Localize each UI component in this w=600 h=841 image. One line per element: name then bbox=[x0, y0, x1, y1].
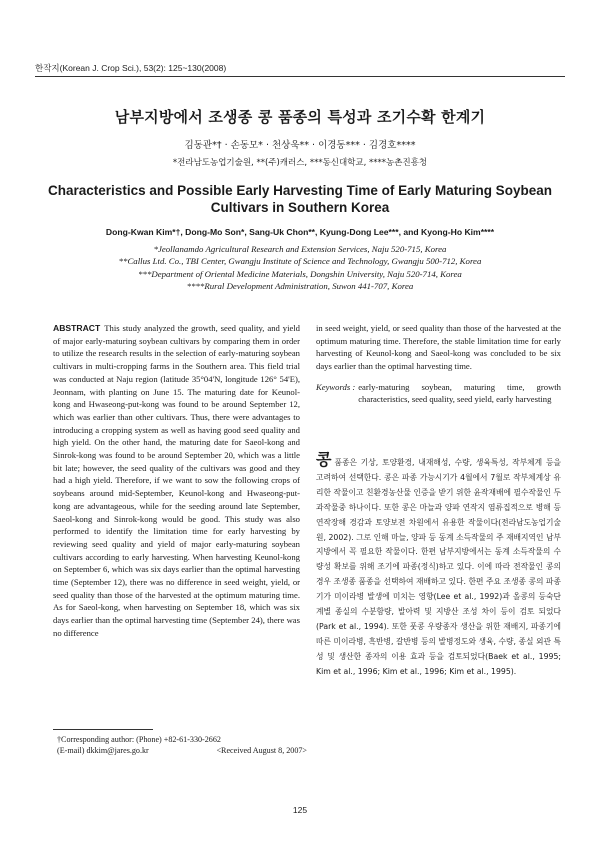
affiliation-line: *Jeollanamdo Agricultural Research and Extension Services, Naju 520-715, Korea bbox=[153, 244, 447, 254]
corresponding-author: †Corresponding author: (Phone) +82-61-330-2662 bbox=[57, 735, 221, 744]
abstract-continuation: in seed weight, yield, or seed quality than those of the harvested at the optimum maturing time. Therefore, the stable limitation time for early harvesting of Keunol-kong and Saeol-kong was concluded to be six days earlier than the optimal harvesting time. bbox=[316, 323, 561, 372]
received-date: <Received August 8, 2007> bbox=[216, 746, 307, 756]
drop-cap: 콩 bbox=[316, 450, 332, 469]
affiliation-line: ***Department of Oriental Medicine Materials, Dongshin University, Naju 520-714, Korea bbox=[138, 268, 462, 279]
affiliation-line: ****Rural Development Administration, Suwon 441-707, Korea bbox=[186, 280, 414, 291]
footnote-row bbox=[57, 745, 307, 756]
abstract-text: This study analyzed the growth, seed quality, and yield of major early-maturing soybean cultivars by comparing them in order to utilize the research results in the selection of early-maturing soybean cultivars in multi-cropping farms in the Southern area. This field trial was conducted at Naju region (latitude 35°04'N, longitude 126° 54'E), Jeonnam, with planting on June 15. The maturing date for Keunol-kong and Hwaseong-put-kong was found to be around September 12, which was earlier than other cultivars. Thus, there were advantages to introducing a cropping system as well as having good seed quality and high yield. On the other hand, the maturing date for Saeol-kong and Sinrok-kong was found to be around September 20, which was a little bit late; however, the seed quality of the cultivars was good and they had a high yield. Therefore, if we want to sow the following crops of soybeans around mid-September, Keunol-kong and Hwaseong-put-kong are advantageous, while for the seeding around late September, Saeol-kong and Sinrok-kong would be good. This study was also performed to identify the limitation time for early harvesting by reviewing seed quality and yield of major early-maturing soybean cultivars according to early harvesting. When harvesting Keunol-kong on September 6, which was six days earlier than the optimal harvesting time (September 12), there was no difference in seed weight, yield, or seed quality than those of the harvested at the optimum maturing time. As for Saeol-kong, when harvesting on September 18, which was six days earlier than the optimal harvesting time (September 24), there was no difference bbox=[53, 323, 300, 638]
english-authors: Dong-Kwan Kim*†, Dong-Mo Son*, Sang-Uk Chon**, Kyung-Dong Lee***, and Kyong-Ho Kim**** bbox=[105, 227, 495, 237]
introduction-text: 품종은 기상, 토양환경, 내재해성, 수량, 생육특성, 작부체계 등을 고려하여 선택한다. 콩은 파종 가능시기가 4월에서 7월로 작부체계상 유리한 작물이고 친환경농산물 인증을 받기 위한 윤작재배에 필수작물인 두과작물중 하나이다. 또한 콩은 마늘과 양파 연작지 염류집적으로 병해 등 연작장해 경감과 토양보전 차원에서 유용한 작물이다(전라남도농업기술원, 2002). 그로 인해 마늘, 양파 등 동계 소득작물의 주 재배지역인 남부지방에서 꼭 필요한 작물이다. 한편 남부지방에서는 동계 소득작물의 수량성 확보를 위해 조기에 파종(정식)하고 있다. 이에 따라 전작물인 콩의 경우 조생종 품종을 선택하여 재배하고 있다. 한편 주요 조생종 콩의 파종기가 미이라병 발생에 미치는 영향(Lee et al., 1992)과 올콩의 등숙단계별 종실의 수분함량, 발아력 및 지방산 조성 차이 등이 검토 되었다(Park et al., 1994). 또한 풋콩 우량종자 생산을 위한 재배지, 파종기에 따른 미이라병, 흑반병, 갈반병 등의 발병정도와 생육, 수량, 종실 외관 특성 및 생산한 종자의 이용 효과 등을 검토되었다(Baek et al., 1995; Kim et al., 1996; Kim et al., 1996; Kim et al., 1995). bbox=[316, 458, 561, 676]
english-title: Characteristics and Possible Early Harvesting Time of Early Maturing Soybean Cultivars in Southern Korea bbox=[48, 183, 552, 215]
page-number: 125 bbox=[292, 805, 308, 815]
email-text: (E-mail) dkkim@jares.go.kr bbox=[57, 746, 149, 756]
journal-citation: 한작지(Korean J. Crop Sci.), 53(2): 125~130(2008) bbox=[35, 63, 227, 73]
footnote bbox=[57, 734, 307, 757]
keywords bbox=[316, 381, 561, 406]
abstract-column-left bbox=[53, 322, 300, 640]
english-affiliations bbox=[30, 243, 570, 292]
header-rule bbox=[35, 76, 565, 77]
korean-authors: 김동관*† · 손동모* · 천상욱** · 이경동*** · 김경호**** bbox=[184, 140, 416, 151]
korean-title: 남부지방에서 조생종 콩 품종의 특성과 조기수확 한계기 bbox=[114, 108, 486, 126]
korean-affiliations: *전라남도농업기술원, **(주)캐러스, ***동신대학교, ****농촌진흥청 bbox=[172, 158, 428, 168]
keywords-text: early-maturing soybean, maturing time, growth characteristics, seed quality, seed yield, early harvesting bbox=[358, 381, 561, 405]
keywords-label: Keywords : bbox=[316, 381, 356, 392]
korean-introduction bbox=[316, 450, 561, 680]
footnote-rule bbox=[53, 729, 153, 730]
abstract-label: ABSTRACT bbox=[53, 323, 101, 333]
abstract-column-right bbox=[316, 322, 561, 406]
affiliation-line: **Callus Ltd. Co., TBI Center, Gwangju Institute of Science and Technology, Gwangju 500-712, Korea bbox=[118, 256, 482, 267]
